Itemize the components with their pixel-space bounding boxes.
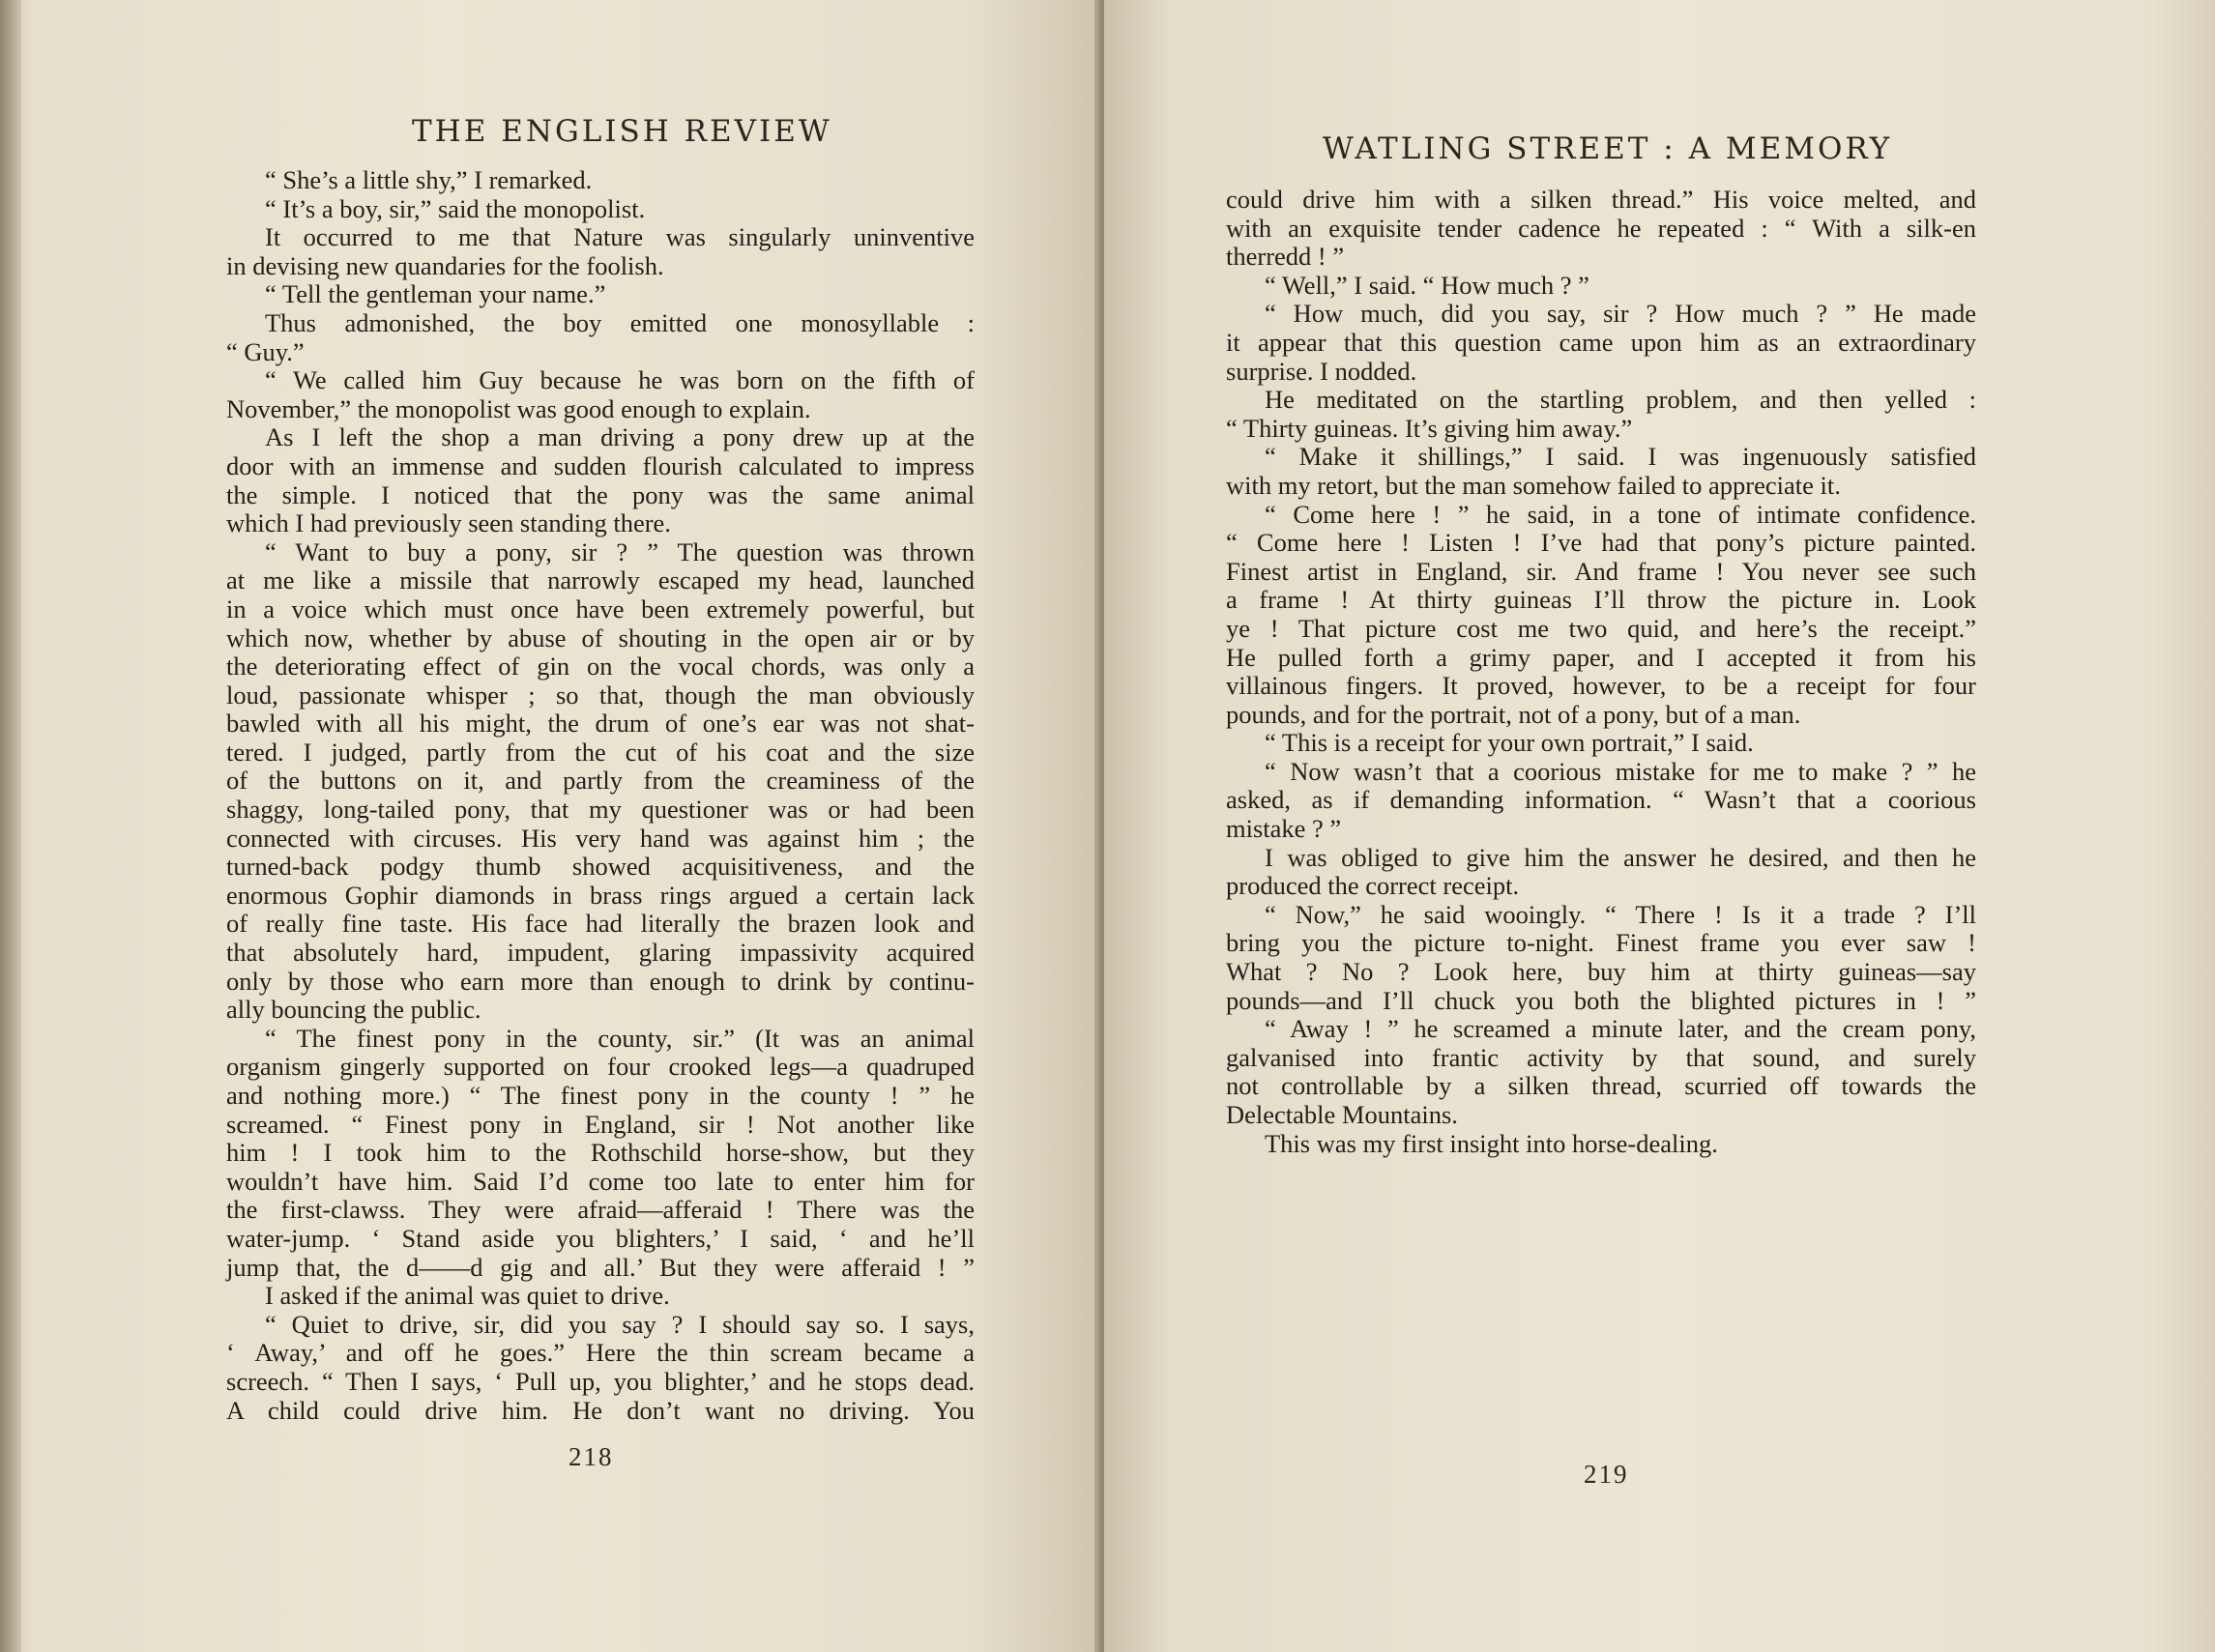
text-line: of really fine taste. His face had literally the brazen look and [226, 909, 975, 939]
text-line: a frame ! At thirty guineas I’ll throw the picture in. Look [1226, 585, 1976, 615]
text-line: November,” the monopolist was good enough to explain. [226, 393, 811, 423]
text-line: I asked if the animal was quiet to drive. [265, 1281, 670, 1311]
text-line: not controllable by a silken thread, scurried off towards the [1226, 1071, 1976, 1101]
text-line: ye ! That picture cost me two quid, and here’s the receipt.” [1226, 613, 1976, 643]
text-line: the simple. I noticed that the pony was the same animal [226, 479, 975, 509]
text-line: “ Thirty guineas. It’s giving him away.” [1226, 413, 1633, 443]
text-line: bring you the picture to-night. Finest frame you ever saw ! [1226, 928, 1976, 958]
text-line: that absolutely hard, impudent, glaring impassivity acquired [226, 938, 975, 968]
text-line: A child could drive him. He don’t want no driving. You [226, 1395, 975, 1425]
text-line: organism gingerly supported on four crooked legs—a quadruped [226, 1052, 975, 1082]
text-line: the deteriorating effect of gin on the vocal chords, was only a [226, 652, 975, 681]
text-line: “ Now wasn’t that a coorious mistake for me to make ? ” he [1265, 756, 1976, 786]
text-line: “ Come here ! ” he said, in a tone of intimate confidence. [1265, 499, 1976, 529]
text-line: surprise. I nodded. [1226, 356, 1417, 386]
text-line: He pulled forth a grimy paper, and I accepted it from his [1226, 642, 1976, 672]
text-line: “ Tell the gentleman your name.” [265, 279, 606, 309]
text-line: bawled with all his might, the drum of one’s ear was not shat- [226, 709, 975, 739]
left-text-column [226, 166, 975, 1425]
text-line: villainous fingers. It proved, however, to be a receipt for four [1226, 671, 1976, 701]
text-line: shaggy, long-tailed pony, that my questioner was or had been [226, 795, 975, 825]
left-running-head: THE ENGLISH REVIEW [412, 114, 832, 149]
text-line: tered. I judged, partly from the cut of his coat and the size [226, 737, 975, 767]
text-line: at me like a missile that narrowly escaped my head, launched [226, 565, 975, 595]
text-line: Thus admonished, the boy emitted one monosyllable : [265, 307, 975, 337]
text-line: “ Quiet to drive, sir, did you say ? I should say so. I says, [265, 1309, 975, 1339]
text-line: him ! I took him to the Rothschild horse-show, but they [226, 1138, 975, 1168]
text-line: Finest artist in England, sir. And frame ! You never see such [1226, 556, 1976, 586]
text-line: “ It’s a boy, sir,” said the monopolist. [265, 193, 646, 223]
text-line: “ Want to buy a pony, sir ? ” The question was thrown [265, 536, 975, 566]
page-edge [0, 0, 21, 1652]
text-line: with an exquisite tender cadence he repeated : “ With a silk-en [1226, 213, 1976, 243]
text-line: and nothing more.) “ The finest pony in the county ! ” he [226, 1081, 975, 1110]
right-running-head: WATLING STREET : A MEMORY [1323, 131, 1893, 166]
text-line: pounds, and for the portrait, not of a pony, but of a man. [1226, 699, 1801, 729]
text-line: wouldn’t have him. Said I’d come too late to enter him for [226, 1166, 975, 1196]
text-line: asked, as if demanding information. “ Wasn’t that a coorious [1226, 785, 1976, 815]
right-page [1104, 0, 2215, 1652]
text-line: “ Guy.” [226, 336, 305, 366]
text-line: connected with circuses. His very hand was against him ; the [226, 823, 975, 853]
text-line: This was my first insight into horse-dealing. [1265, 1128, 1718, 1158]
text-line: only by those who earn more than enough to drink by continu- [226, 966, 975, 996]
text-line: “ The finest pony in the county, sir.” (It was an animal [265, 1023, 975, 1053]
text-line: water-jump. ‘ Stand aside you blighters,’ I said, ‘ and he’ll [226, 1223, 975, 1253]
text-line: therredd ! ” [1226, 242, 1345, 272]
text-line: “ Now,” he said wooingly. “ There ! Is it a trade ? I’ll [1265, 899, 1976, 929]
text-line: ally bouncing the public. [226, 995, 481, 1025]
text-line: screamed. “ Finest pony in England, sir ! Not another like [226, 1109, 975, 1139]
text-line: mistake ? ” [1226, 814, 1342, 844]
right-page-number: 219 [1584, 1460, 1629, 1489]
text-line: What ? No ? Look here, buy him at thirty guineas—say [1226, 957, 1976, 987]
text-line: “ Well,” I said. “ How much ? ” [1265, 270, 1589, 300]
text-line: “ Come here ! Listen ! I’ve had that pony’s picture painted. [1226, 528, 1976, 558]
text-line: screech. “ Then I says, ‘ Pull up, you blighter,’ and he stops dead. [226, 1366, 975, 1396]
right-text-column [1226, 186, 1976, 1158]
left-page [0, 0, 1100, 1652]
text-line: pounds—and I’ll chuck you both the blighted pictures in ! ” [1226, 985, 1976, 1015]
text-line: turned-back podgy thumb showed acquisitiveness, and the [226, 852, 975, 882]
text-line: “ She’s a little shy,” I remarked. [265, 165, 593, 194]
text-line: enormous Gophir diamonds in brass rings argued a certain lack [226, 880, 975, 910]
text-line: door with an immense and sudden flourish calculated to impress [226, 450, 975, 480]
text-line: in devising new quandaries for the foolish. [226, 250, 664, 280]
text-line: produced the correct receipt. [1226, 871, 1520, 901]
text-line: the first-clawss. They were afraid—afferaid ! There was the [226, 1195, 975, 1225]
text-line: Delectable Mountains. [1226, 1100, 1458, 1129]
text-line: He meditated on the startling problem, and then yelled : [1265, 385, 1976, 415]
text-line: “ We called him Guy because he was born on the fifth of [265, 365, 975, 395]
text-line: “ Away ! ” he screamed a minute later, and the cream pony, [1265, 1014, 1976, 1044]
text-line: jump that, the d——d gig and all.’ But they were afferaid ! ” [226, 1252, 975, 1282]
text-line: could drive him with a silken thread.” His voice melted, and [1226, 185, 1976, 214]
text-line: “ How much, did you say, sir ? How much ? ” He made [1265, 299, 1976, 329]
text-line: ‘ Away,’ and off he goes.” Here the thin scream became a [226, 1338, 975, 1368]
text-line: As I left the shop a man driving a pony drew up at the [265, 422, 975, 452]
text-line: in a voice which must once have been extremely powerful, but [226, 594, 975, 623]
text-line: loud, passionate whisper ; so that, though the man obviously [226, 680, 975, 710]
text-line: of the buttons on it, and partly from the creaminess of the [226, 766, 975, 796]
text-line: It occurred to me that Nature was singularly uninventive [265, 222, 975, 252]
text-line: which now, whether by abuse of shouting in the open air or by [226, 623, 975, 652]
text-line: galvanised into frantic activity by that sound, and surely [1226, 1042, 1976, 1072]
text-line: which I had previously seen standing there. [226, 508, 671, 538]
left-page-number: 218 [568, 1442, 614, 1471]
text-line: with my retort, but the man somehow failed to appreciate it. [1226, 470, 1841, 500]
text-line: I was obliged to give him the answer he desired, and then he [1265, 842, 1976, 872]
text-line: “ Make it shillings,” I said. I was ingenuously satisfied [1265, 442, 1976, 472]
text-line: “ This is a receipt for your own portrait,” I said. [1265, 728, 1754, 758]
text-line: it appear that this question came upon him as an extraordinary [1226, 327, 1976, 357]
